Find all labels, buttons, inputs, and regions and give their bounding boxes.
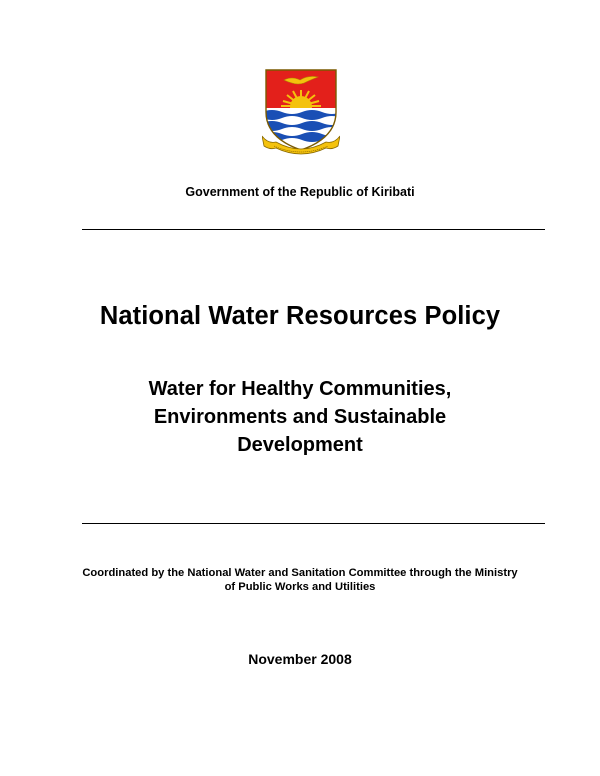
publication-date: November 2008 xyxy=(248,651,352,667)
coordination-line: Coordinated by the National Water and Sanitation Committee through the Ministry xyxy=(82,567,518,579)
subtitle-line: Environments and Sustainable xyxy=(153,406,447,428)
kiribati-coat-of-arms xyxy=(262,66,340,158)
subtitle-line: Water for Healthy Communities, xyxy=(148,378,452,400)
government-name: Government of the Republic of Kiribati xyxy=(185,185,415,199)
coordination-statement xyxy=(0,566,600,594)
coordination-line: of Public Works and Utilities xyxy=(224,581,376,593)
top-divider xyxy=(82,229,545,230)
document-subtitle xyxy=(0,375,600,459)
bottom-divider xyxy=(82,523,545,524)
document-title: National Water Resources Policy xyxy=(99,302,501,330)
subtitle-line: Development xyxy=(237,434,363,456)
